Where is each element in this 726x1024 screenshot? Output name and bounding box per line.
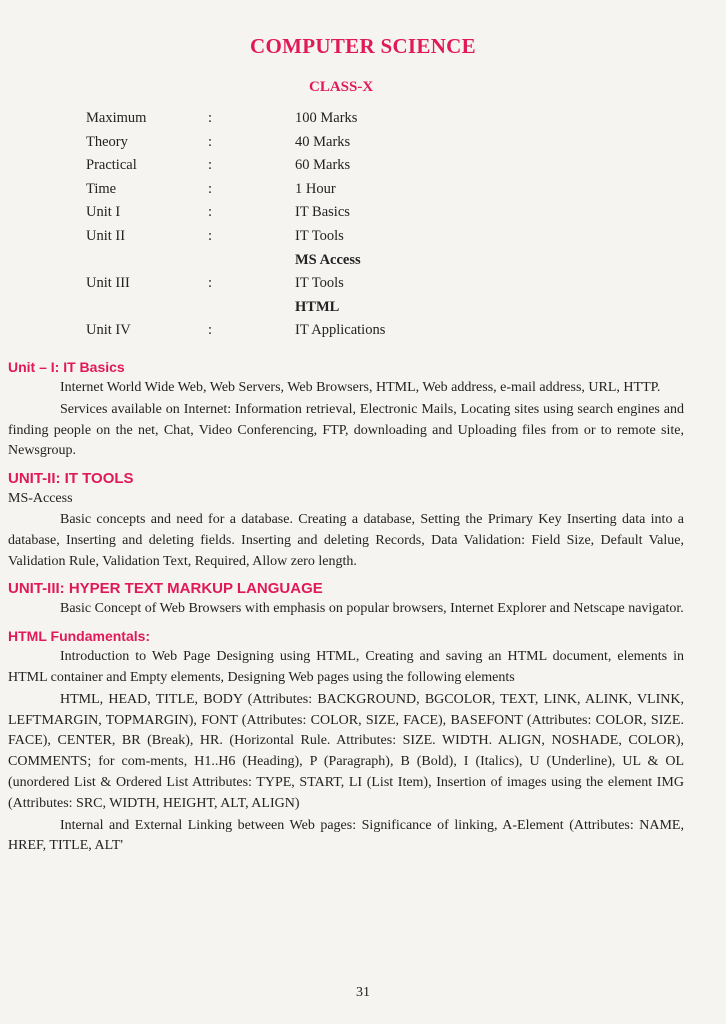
page-title: COMPUTER SCIENCE	[250, 34, 476, 58]
marks-row-label: Practical	[86, 157, 137, 174]
unit-1-heading: Unit – I: IT Basics	[8, 359, 125, 375]
marks-row-value: IT Tools	[295, 227, 344, 244]
unit-1-paragraph-2: Services available on Internet: Information retrieval, Electronic Mails, Locating sites using search engines and finding people on the net, Chat, Video Conferencing, FTP, downloading and Uploading files from or to remote site, Newsgroup.	[8, 401, 684, 459]
marks-row-separator: :	[208, 180, 213, 197]
marks-row-label: Theory	[86, 133, 128, 150]
marks-row	[86, 131, 506, 155]
unit-3-heading: UNIT-III: HYPER TEXT MARKUP LANGUAGE	[8, 580, 323, 598]
marks-row-value: 1 Hour	[295, 180, 336, 197]
marks-row-value: HTML	[295, 298, 340, 315]
page-subtitle: CLASS-X	[309, 79, 374, 95]
marks-row-value: IT Basics	[295, 204, 350, 221]
marks-row-value: IT Tools	[295, 275, 344, 292]
marks-row	[86, 272, 506, 296]
marks-row-value: MS Access	[295, 251, 361, 268]
marks-row-separator: :	[208, 133, 213, 150]
marks-row-label: Time	[86, 180, 117, 197]
marks-row-separator: :	[208, 204, 213, 221]
marks-row-separator: :	[208, 322, 213, 339]
marks-row-separator: :	[208, 157, 213, 174]
marks-row-label: Maximum	[86, 110, 147, 126]
marks-row	[86, 296, 506, 320]
unit-2-subheading: MS-Access	[8, 491, 73, 507]
marks-row-separator: :	[208, 227, 213, 244]
html-paragraph-1: Introduction to Web Page Designing using HTML, Creating and saving an HTML document, elements in HTML container and Empty elements, Designing Web pages using the following elements	[8, 649, 684, 685]
unit-2-heading: UNIT-II: IT TOOLS	[8, 470, 134, 488]
marks-row	[86, 319, 506, 343]
marks-row-value: 60 Marks	[295, 157, 351, 174]
marks-row	[86, 249, 506, 273]
marks-row-separator: :	[208, 275, 213, 292]
marks-row-label: Unit I	[86, 204, 121, 221]
marks-row-value: 40 Marks	[295, 133, 351, 150]
marks-row	[86, 225, 506, 249]
marks-row	[86, 201, 506, 225]
page-number: 31	[356, 985, 370, 1000]
marks-row-separator: :	[208, 110, 213, 126]
unit-3-section	[8, 578, 684, 620]
marks-row	[86, 107, 506, 131]
unit-3-paragraph-1: Basic Concept of Web Browsers with emphasis on popular browsers, Internet Explorer and Netscape navigator.	[60, 601, 684, 617]
html-fundamentals-heading: HTML Fundamentals:	[8, 628, 151, 645]
marks-row	[86, 154, 506, 178]
unit-1-paragraph-1: Internet World Wide Web, Web Servers, Web Browsers, HTML, Web address, e-mail address, URL, HTTP.	[60, 380, 661, 395]
unit-2-section	[8, 468, 684, 572]
html-fundamentals-section	[8, 626, 684, 857]
html-paragraph-2: HTML, HEAD, TITLE, BODY (Attributes: BACKGROUND, BGCOLOR, TEXT, LINK, ALINK, VLINK, LEFTMARGIN, TOPMARGIN), FONT (Attributes: COLOR, SIZE, FACE), BASEFONT (Attributes: COLOR, SIZE. FACE), CENTER, BR (Break), HR. (Horizontal Rule. Attributes: SIZE. WIDTH. ALIGN, NOSHADE, COLOR), COMMENTS; for com-ments, H1..H6 (Heading), P (Paragraph), B (Bold), I (Italics), U (Underline), UL & OL (unordered List & Ordered List Attributes: TYPE, START, LI (List Item), Insertion of images using the element IMG (Attributes: SRC, WIDTH, HEIGHT, ALT, ALIGN)	[8, 691, 684, 811]
marks-row-value: 100 Marks	[295, 110, 358, 126]
marks-row	[86, 178, 506, 202]
html-paragraph-3: Internal and External Linking between Web pages: Significance of linking, A-Element (Attributes: NAME, HREF, TITLE, ALT'	[8, 817, 684, 854]
marks-row-label: Unit IV	[86, 322, 131, 339]
marks-row-value: IT Applications	[295, 322, 386, 339]
unit-1-section	[8, 357, 684, 462]
unit-2-paragraph-1: Basic concepts and need for a database. Creating a database, Setting the Primary Key Inserting data into a database, Inserting and deleting fields. Inserting and deleting Records, Data Validation: Field Size, Default Value, Validation Rule, Validation Text, Required, Allow zero length.	[8, 511, 684, 569]
marks-row-label: Unit III	[86, 275, 130, 292]
syllabus-body	[8, 357, 684, 863]
marks-row-label: Unit II	[86, 227, 126, 244]
marks-table	[86, 107, 506, 343]
